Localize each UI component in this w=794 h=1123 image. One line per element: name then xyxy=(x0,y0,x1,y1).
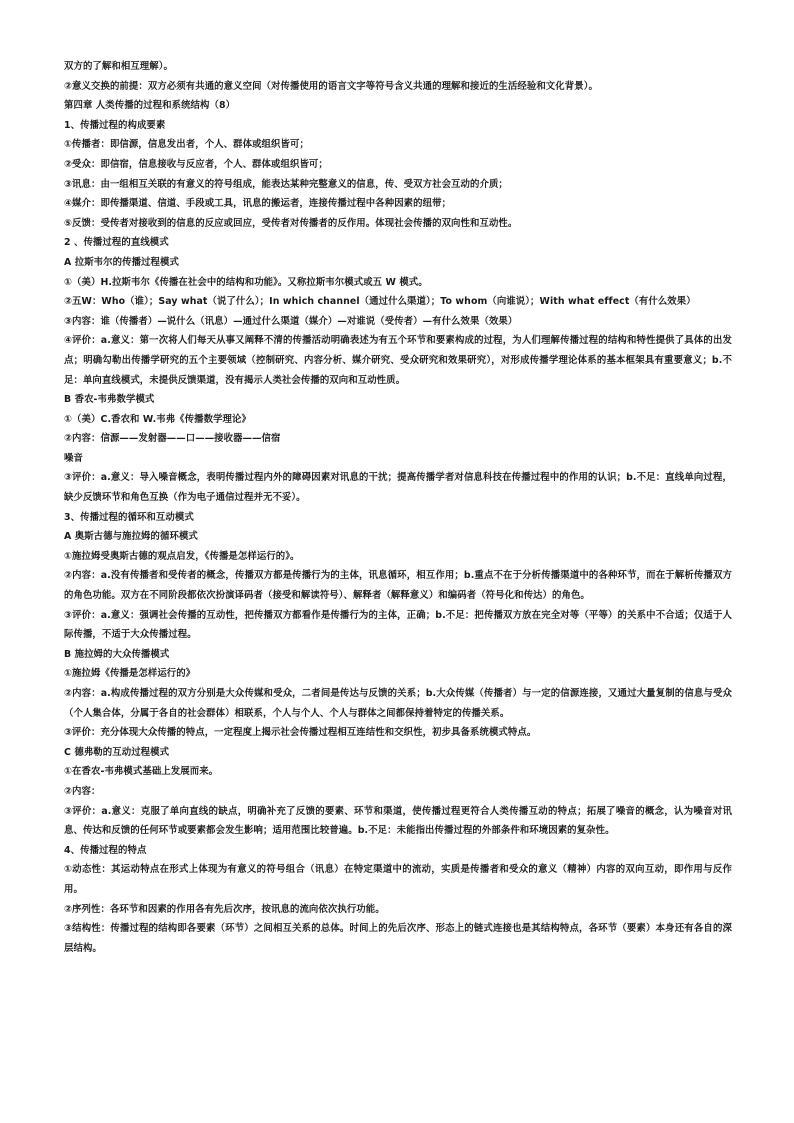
text-line: ②受众：即信宿，信息接收与反应者，个人、群体或组织皆可； xyxy=(64,158,328,170)
text-line: ①（美）C.香农和 W.韦弗《传播数学理论》 xyxy=(64,413,251,425)
section-heading: 4、传播过程的特点 xyxy=(64,844,147,856)
text-line: ①（美）H.拉斯韦尔《传播在社会中的结构和功能》。又称拉斯韦尔模式或五 W 模式。 xyxy=(64,276,428,288)
text-line: ②意义交换的前提：双方必须有共通的意义空间（对传播使用的语言文字等符号含义共通的理解和接近的生活经验和文化背景）。 xyxy=(64,80,598,92)
document-page xyxy=(64,57,732,958)
text-paragraph: ③评价：a.意义：强调社会传播的互动性，把传播双方都看作是传播行为的主体，正确；b.不足：把传播双方放在完全对等（平等）的关系中不合适；仅适于人际传播，不适于大众传播过程。 xyxy=(64,609,732,641)
text-line: ①在香农-韦弗模式基础上发展而来。 xyxy=(64,766,219,778)
text-paragraph: ③评价：a.意义：克服了单向直线的缺点，明确补充了反馈的要素、环节和渠道，使传播过程更符合人类传播互动的特点；拓展了噪音的概念，认为噪音对讯息、传达和反馈的任何环节或要素都会发生影响；适用范围比较普遍。b.不足：未能指出传播过程的外部条件和环境因素的复杂性。 xyxy=(64,805,732,837)
text-line: 噪音 xyxy=(64,452,83,464)
text-line: ②内容： xyxy=(64,785,101,797)
text-line: ②内容：信源——发射器——口——接收器——信宿 xyxy=(64,433,281,445)
section-heading: 2 、传播过程的直线模式 xyxy=(64,237,169,249)
subsection-heading: A 奥斯古德与施拉姆的循环模式 xyxy=(64,531,198,543)
text-line: ②序列性：各环节和因素的作用各有先后次序，按讯息的流向依次执行功能。 xyxy=(64,903,385,915)
subsection-heading: B 施拉姆的大众传播模式 xyxy=(64,648,170,660)
text-paragraph: ③结构性：传播过程的结构即各要素（环节）之间相互关系的总体。时间上的先后次序、形态上的链式连接也是其结构特点，各环节（要素）本身还有各自的深层结构。 xyxy=(64,923,732,954)
text-line: ④媒介：即传播渠道、信道、手段或工具，讯息的搬运者，连接传播过程中各种因素的纽带； xyxy=(64,198,452,210)
text-line: ①传播者：即信源，信息发出者，个人、群体或组织皆可； xyxy=(64,139,309,151)
text-paragraph: ②内容：a.构成传播过程的双方分别是大众传媒和受众，二者间是传达与反馈的关系；b.大众传媒（传播者）与一定的信源连接，又通过大量复制的信息与受众（个人集合体，分属于各自的社会群体）相联系，个人与个人、个人与群体之间都保持着特定的传播关系。 xyxy=(64,688,732,719)
text-line: ③评价：充分体现大众传播的特点，一定程度上揭示社会传播过程相互连结性和交织性，初步具备系统模式特点。 xyxy=(64,727,537,739)
text-line: ③讯息：由一组相互关联的有意义的符号组成，能表达某种完整意义的信息，传、受双方社会互动的介质； xyxy=(64,178,508,190)
text-line: ③内容：谁（传播者）—说什么（讯息）—通过什么渠道（媒介）—对谁说（受传者）—有什么效果（效果） xyxy=(64,315,518,327)
text-line: ②五W：Who（谁）；Say what（说了什么）；In which channel（通过什么渠道）；To whom（向谁说）；With what effect（有什么效果） xyxy=(64,296,696,308)
text-line: ⑤反馈：受传者对接收到的信息的反应或回应，受传者对传播者的反作用。体现社会传播的双向性和互动性。 xyxy=(64,217,518,229)
text-paragraph: ①动态性：其运动特点在形式上体现为有意义的符号组合（讯息）在特定渠道中的流动，实质是传播者和受众的意义（精神）内容的双向互动，即作用与反作用。 xyxy=(64,864,732,895)
text-line: ①施拉姆《传播是怎样运行的》 xyxy=(64,668,196,680)
text-paragraph: ④评价：a.意义：第一次将人们每天从事又阐释不清的传播活动明确表述为有五个环节和要素构成的过程，为人们理解传播过程的结构和特性提供了具体的出发点；明确勾勒出传播学研究的五个主要领域（控制研究、内容分析、媒介研究、受众研究和效果研究），对形成传播学理论体系的基本框架具有重要意义；b.不足：单向直线模式，未提供反馈渠道，没有揭示人类社会传播的双向和互动性质。 xyxy=(64,335,732,386)
text-line: 双方的了解和相互理解）。 xyxy=(64,61,174,72)
subsection-heading: A 拉斯韦尔的传播过程模式 xyxy=(64,256,179,268)
chapter-heading: 第四章 人类传播的过程和系统结构（8） xyxy=(64,100,236,112)
section-heading: 3、传播过程的循环和互动模式 xyxy=(64,511,194,523)
section-heading: 1、传播过程的构成要素 xyxy=(64,119,166,131)
text-line: ①施拉姆受奥斯古德的观点启发，《传播是怎样运行的》。 xyxy=(64,550,300,562)
text-paragraph: ③评价：a.意义：导入噪音概念，表明传播过程内外的障碍因素对讯息的干扰；提高传播学者对信息科技在传播过程中的作用的认识；b.不足：直线单向过程，缺少反馈环节和角色互换（作为电子通信过程并无不妥）。 xyxy=(64,472,732,504)
subsection-heading: B 香农-韦弗数学模式 xyxy=(64,394,155,406)
subsection-heading: C 德弗勒的互动过程模式 xyxy=(64,746,170,758)
text-paragraph: ②内容：a.没有传播者和受传者的概念，传播双方都是传播行为的主体，讯息循环，相互作用；b.重点不在于分析传播渠道中的各种环节，而在于解析传播双方的角色功能。双方在不同阶段都依次扮演译码者（接受和解读符号）、解释者（解释意义）和编码者（符号化和传达）的角色。 xyxy=(64,570,732,602)
